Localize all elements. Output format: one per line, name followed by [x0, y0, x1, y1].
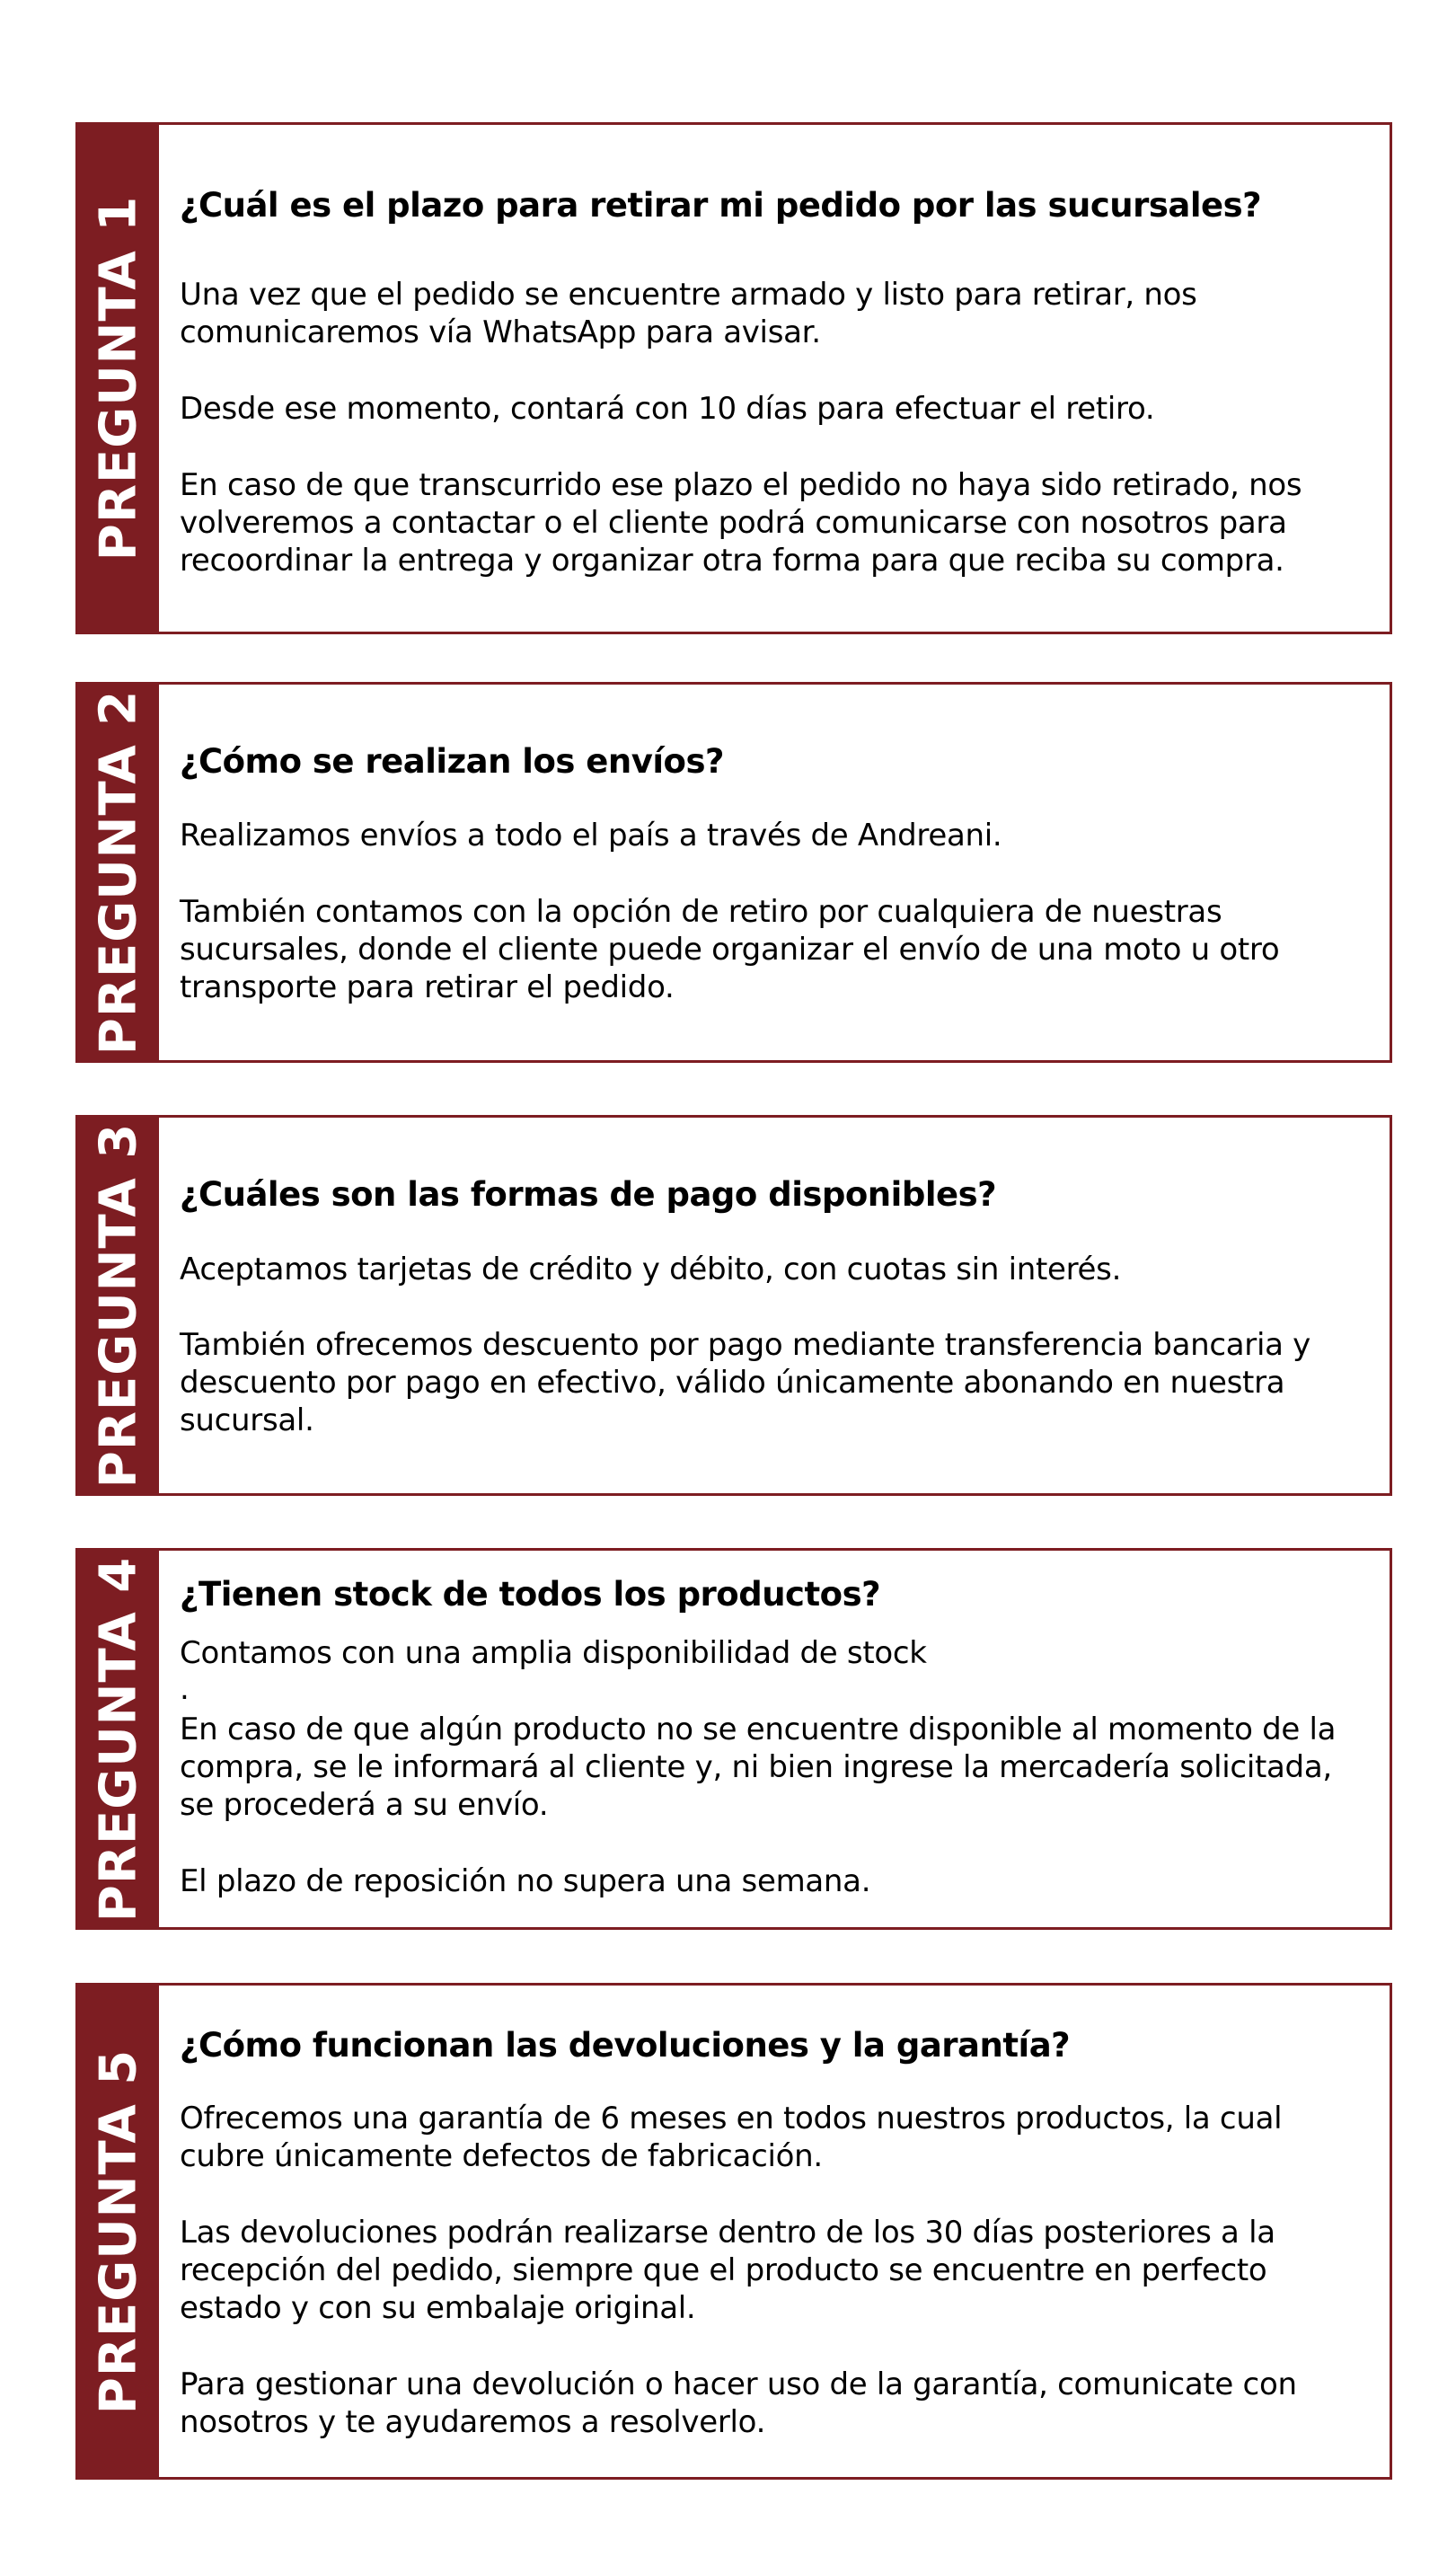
faq-tab-label: PREGUNTA 2: [89, 689, 148, 1056]
faq-question: ¿Tienen stock de todos los productos?: [180, 1575, 881, 1614]
faq-card-5: [75, 1983, 1392, 2480]
faq-answer-paragraph: También ofrecemos descuento por pago mediante transferencia bancaria y descuento por pago en efectivo, válido únicamente abonando en nuestra sucursal.: [180, 1327, 1310, 1438]
faq-tab-3: [78, 1118, 159, 1493]
faq-card-2: [75, 682, 1392, 1063]
faq-answer-paragraph: Ofrecemos una garantía de 6 meses en todos nuestros productos, la cual cubre únicamente defectos de fabricación.: [180, 2101, 1283, 2174]
faq-question: ¿Cómo se realizan los envíos?: [180, 742, 724, 781]
faq-card-3: [75, 1115, 1392, 1496]
faq-tab-4: [78, 1551, 159, 1927]
faq-answer-paragraph: Las devoluciones podrán realizarse dentro de los 30 días posteriores a la recepción del pedido, siempre que el producto se encuentre en perfecto estado y con su embalaje original.: [180, 2215, 1275, 2326]
faq-card-4: [75, 1548, 1392, 1930]
faq-question: ¿Cuál es el plazo para retirar mi pedido por las sucursales?: [180, 186, 1262, 225]
faq-answer-paragraph: Desde ese momento, contará con 10 días para efectuar el retiro.: [180, 391, 1155, 427]
faq-answer-paragraph: El plazo de reposición no supera una semana.: [180, 1863, 871, 1899]
faq-card-1: [75, 122, 1392, 634]
faq-tab-label: PREGUNTA 5: [89, 2048, 148, 2414]
faq-question: ¿Cuáles son las formas de pago disponibles?: [180, 1175, 997, 1214]
faq-answer-paragraph: Contamos con una amplia disponibilidad de stock: [180, 1635, 927, 1671]
faq-tab-5: [78, 1986, 159, 2477]
faq-answer-paragraph: Realizamos envíos a todo el país a través de Andreani.: [180, 818, 1002, 854]
faq-tab-label: PREGUNTA 4: [89, 1556, 148, 1922]
faq-question: ¿Cómo funcionan las devoluciones y la garantía?: [180, 2026, 1071, 2065]
faq-answer-paragraph: Una vez que el pedido se encuentre armado y listo para retirar, nos comunicaremos vía WhatsApp para avisar.: [180, 277, 1197, 350]
faq-answer-paragraph: .: [180, 1671, 190, 1707]
faq-tab-label: PREGUNTA 3: [89, 1122, 148, 1489]
faq-answer-paragraph: En caso de que algún producto no se encuentre disponible al momento de la compra, se le informará al cliente y, ni bien ingrese la mercadería solicitada, se procederá a su envío.: [180, 1712, 1337, 1823]
faq-answer-paragraph: En caso de que transcurrido ese plazo el pedido no haya sido retirado, nos volveremos a contactar o el cliente podrá comunicarse con nosotros para recoordinar la entrega y organizar otra forma para que reciba su compra.: [180, 467, 1302, 579]
faq-answer-paragraph: Aceptamos tarjetas de crédito y débito, con cuotas sin interés.: [180, 1252, 1122, 1287]
faq-tab-2: [78, 685, 159, 1060]
faq-answer-paragraph: Para gestionar una devolución o hacer uso de la garantía, comunicate con nosotros y te ayudaremos a resolverlo.: [180, 2366, 1297, 2440]
faq-answer-paragraph: También contamos con la opción de retiro por cualquiera de nuestras sucursales, donde el cliente puede organizar el envío de una moto u otro transporte para retirar el pedido.: [180, 894, 1280, 1005]
faq-tab-1: [78, 125, 159, 632]
faq-tab-label: PREGUNTA 1: [89, 195, 148, 562]
